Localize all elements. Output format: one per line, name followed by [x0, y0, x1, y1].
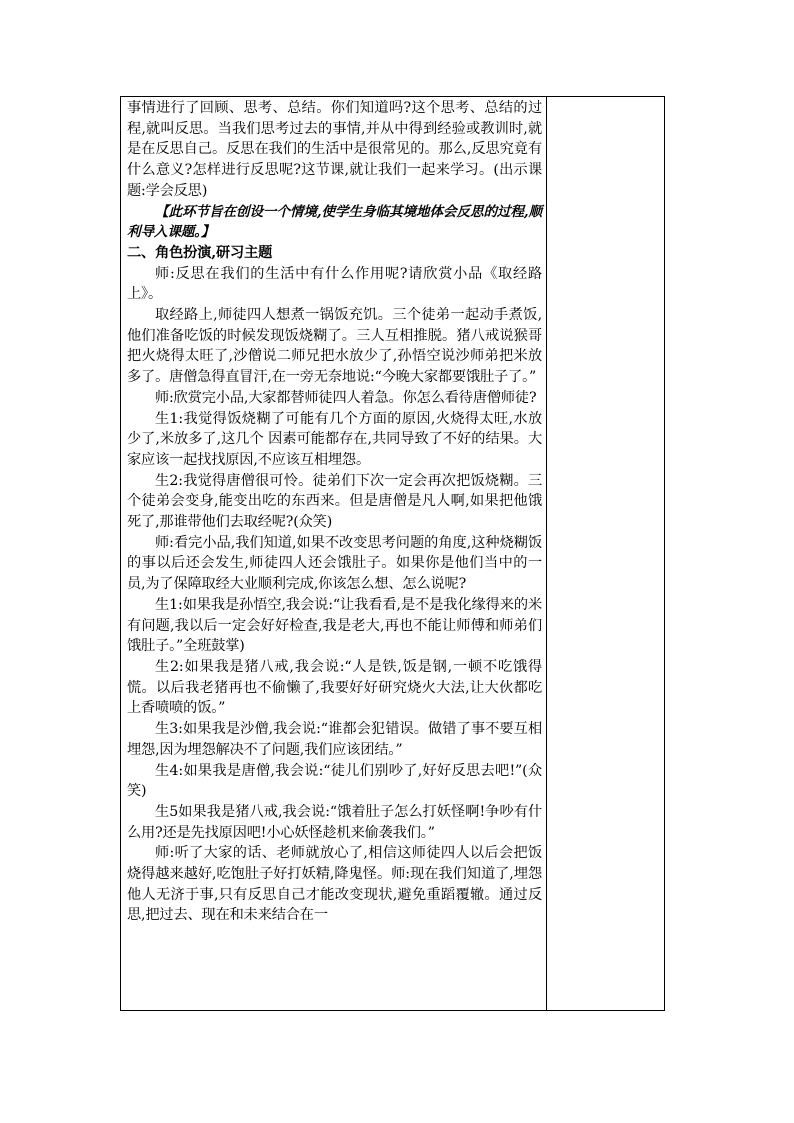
paragraph: 师:看完小品,我们知道,如果不改变思考问题的角度,这种烧糊饭的事以后还会发生,师徒四人还会饿肚子。如果你是他们当中的一员,为了保障取经大业顺利完成,你该怎么想、怎么说呢?: [127, 534, 542, 593]
paragraph: 师:听了大家的话、老师就放心了,相信这师徒四人以后会把饭烧得越来越好,吃饱肚子好打妖精,降鬼怪。师:现在我们知道了,埋怨他人无济于事,只有反思自己才能改变现状,避免重蹈覆辙。通过反思,把过去、现在和未来结合在一: [127, 845, 542, 924]
section-heading: 二、角色扮演,研习主题: [127, 244, 273, 261]
paragraph: 师:反思在我们的生活中有什么作用呢?请欣赏小品《取经路上》。: [127, 265, 542, 303]
paragraph: 取经路上,师徒四人想煮一锅饭充饥。三个徒弟一起动手煮饭,他们准备吃饭的时候发现饭烧糊了。三人互相推脱。猪八戒说猴哥把火烧得太旺了,沙僧说二师兄把水放少了,孙悟空说沙师弟把米放多了。唐僧急得直冒汗,在一旁无奈地说:“今晚大家都要饿肚子了。”: [127, 307, 542, 386]
paragraph: 生2:我觉得唐僧很可怜。徒弟们下次一定会再次把饭烧糊。三个徒弟会变身,能变出吃的东西来。但是唐僧是凡人啊,如果把他饿死了,那谁带他们去取经呢?(众笑): [127, 472, 542, 531]
paragraph: 师:欣赏完小品,大家都替师徒四人着急。你怎么看待唐僧师徒?: [155, 389, 537, 406]
paragraph: 生3:如果我是沙僧,我会说:“谁都会犯错误。做错了事不要互相埋怨,因为埋怨解决不了问题,我们应该团结。”: [127, 721, 542, 758]
paragraph: 生1:我觉得饭烧糊了可能有几个方面的原因,火烧得太旺,水放少了,米放多了,这几个 因素可能都存在,共同导致了不好的结果。大家应该一起找找原因,不应该互相埋怨。: [127, 410, 542, 468]
paragraph-intro: 事情进行了回顾、思考、总结。你们知道吗?这个思考、总结的过程,就叫反思。当我们思考过去的事情,并从中得到经验或教训时,就是在反思自己。反思在我们的生活中是很常见的。那么,反思究竟有什么意义?怎样进行反思呢?这节课,就让我们一起来学习。(出示课题:学会反思): [127, 100, 542, 199]
lesson-table: [120, 96, 665, 1011]
paragraph: 生1:如果我是孙悟空,我会说:“让我看看,是不是我化缘得来的米有问题,我以后一定会好好检查,我是老大,再也不能让师傅和师弟们饿肚子。”全班鼓掌): [127, 596, 542, 655]
notes-cell: [547, 97, 664, 1010]
content-cell: [121, 97, 547, 1010]
paragraph: 生2:如果我是猪八戒,我会说:“人是铁,饭是钢,一顿不吃饿得慌。以后我老猪再也不偷懒了,我要好好研究烧火大法,让大伙都吃上香喷喷的饭。”: [127, 658, 542, 717]
design-note: 【此环节旨在创设一个情境,使学生身临其境地体会反思的过程,顺利导入课题。】: [127, 203, 542, 241]
paragraph: 生4:如果我是唐僧,我会说:“徒儿们别吵了,好好反思去吧!”(众笑): [127, 762, 542, 800]
paragraph: 生5如果我是猪八戒,我会说:“饿着肚子怎么打妖怪啊!争吵有什么用?还是先找原因吧!小心妖怪趁机来偷袭我们。”: [127, 803, 542, 841]
